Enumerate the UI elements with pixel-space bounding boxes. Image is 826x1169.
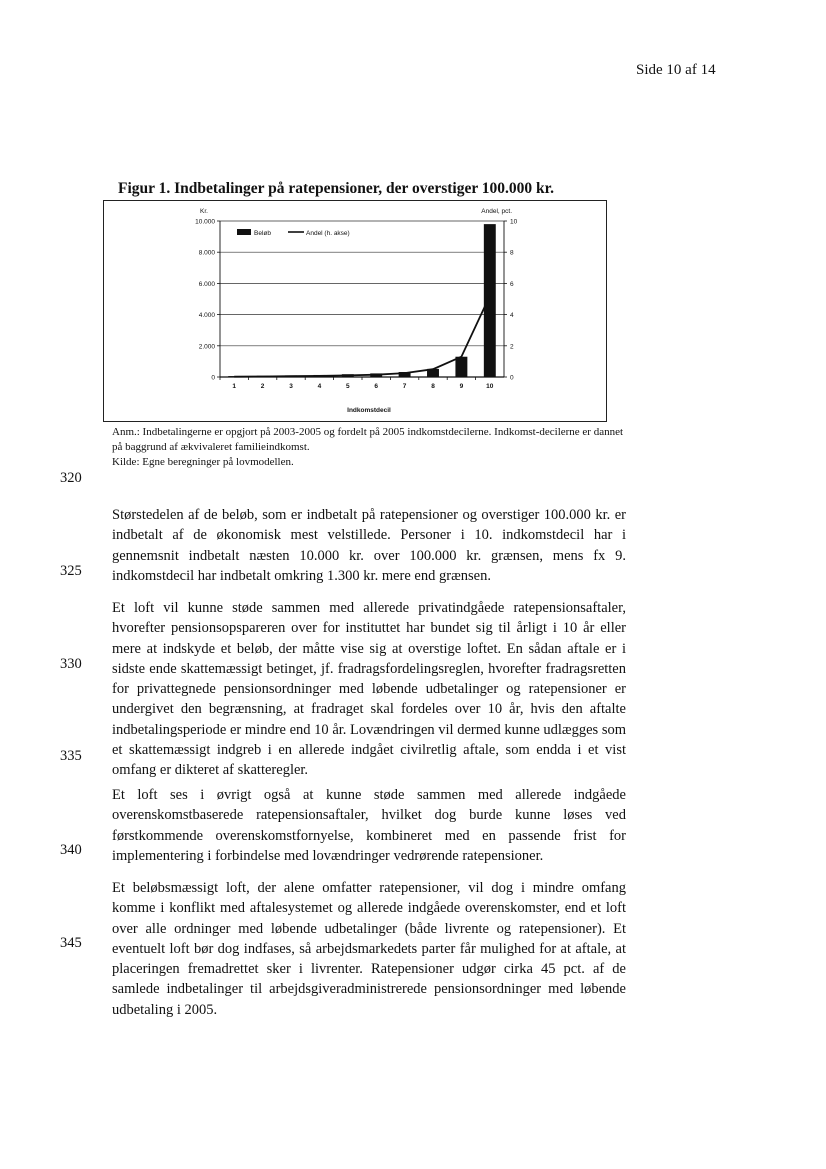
y2-tick-label: 0 (510, 374, 514, 382)
y2-tick-label: 6 (510, 280, 514, 288)
figure-frame (103, 200, 607, 422)
y-tick-label: 8.000 (198, 249, 215, 257)
chart (104, 201, 608, 423)
x-tick-label: 7 (402, 383, 407, 390)
y-tick-label: 0 (211, 374, 215, 382)
legend-line-label: Andel (h. akse) (306, 230, 350, 237)
figure-notes (112, 425, 632, 470)
bar (484, 224, 496, 377)
paragraph: Et loft ses i øvrigt også at kunne støde sammen med allerede indgåede overenskomstbaserede ratepensionsaftaler, hvilket dog burde kunne løses ved førstkommende overenskomstfornyelse, kombineret med en passende frist for implementering i forbindelse med lovændringer vedrørende ratepensioner. (112, 787, 626, 864)
x-tick-label: 3 (289, 383, 293, 390)
x-tick-label: 2 (260, 383, 265, 390)
share-line (234, 296, 490, 377)
x-tick-label: 4 (317, 383, 322, 390)
x-tick-label: 6 (374, 383, 379, 390)
y2-tick-label: 2 (510, 343, 514, 351)
y2-tick-label: 4 (510, 312, 514, 320)
line-number: 340 (60, 842, 82, 858)
y-tick-label: 4.000 (198, 312, 215, 320)
paragraph: Et beløbsmæssigt loft, der alene omfatter ratepensioner, vil dog i mindre omfang komme i konflikt med aftalesystemet og allerede indgåede overenskomster, end et loft over alle ordninger med løbende udbetalinger (både livrente og ratepensioner). Et eventuelt loft bør dog indfases, så arbejdsmarkedets parter får mulighed for at aftale, at placeringen fremadrettet sker i livrenter. Ratepensioner udgør cirka 45 pct. af de samlede indbetalinger til arbejdsgiveradministrerede pensionsordninger med løbende udbetaling i 2005. (112, 880, 626, 1018)
x-tick-label: 5 (345, 383, 350, 390)
y-tick-label: 10.000 (195, 218, 215, 226)
y-tick-label: 6.000 (198, 280, 215, 288)
y-axis-label: Kr. (200, 208, 208, 215)
x-tick-label: 10 (486, 383, 494, 390)
bar (455, 357, 467, 377)
line-number: 325 (60, 563, 82, 579)
line-number: 335 (60, 748, 82, 764)
line-number: 320 (60, 470, 82, 486)
x-tick-label: 1 (232, 383, 237, 390)
y-tick-label: 2.000 (198, 343, 215, 351)
x-tick-label: 9 (459, 383, 464, 390)
legend (237, 229, 350, 237)
paragraph: Størstedelen af de beløb, som er indbetalt på ratepensioner og overstiger 100.000 kr. er indbetalt af de økonomisk mest velstillede. Personer i 10. indkomstdecil har i gennemsnit indbetalt næsten 10.000 kr. over 100.000 kr. grænsen, mens fx 9. indkomstdecil har indbetalt omkring 1.300 kr. mere end grænsen. (112, 507, 626, 584)
y2-axis-label: Andel, pct. (481, 208, 512, 215)
y2-tick-label: 10 (510, 218, 518, 226)
figure-note-source: Kilde: Egne beregninger på lovmodellen. (112, 456, 294, 468)
paragraph: Et loft vil kunne støde sammen med allerede privatindgåede ratepensionsaftaler, hvorefter pensionsopspareren over for instituttet har bundet sig til årligt i 10 år eller mere at indskyde et beløb, der måtte vise sig at overstige loftet. En sådan aftale er i sidste ende skattemæssigt betinget, jf. fradragsfordelingsreglen, hvorefter fradragsretten for privattegnede pensionsordninger med løbende udbetalinger og ratepensioner er undergivet den begrænsning, at fradraget skal fordeles over 10 år, hvis den aftalte indbetalingsperiode er mindre end 10 år. Lovændringen vil dermed kunne udlægges som et skattemæssigt indgreb i en allerede indgået civilretlig aftale, som endda i et vist omfang er dikteret af skatteregler. (112, 600, 626, 779)
line-number: 345 (60, 935, 82, 951)
line-number: 330 (60, 656, 82, 672)
x-tick-label: 8 (431, 383, 435, 390)
page-number: Side 10 af 14 (636, 62, 716, 78)
x-axis-label: Indkomstdecil (347, 407, 391, 414)
legend-bar-label: Beløb (254, 230, 271, 237)
figure-note-anm: Anm.: Indbetalingerne er opgjort på 2003-2005 og fordelt på 2005 indkomstdecilerne. Indkomst-decilerne er dannet på baggrund af ækvivaleret familieindkomst. (112, 426, 624, 453)
y2-tick-label: 8 (510, 249, 514, 257)
figure-title: Figur 1. Indbetalinger på ratepensioner, der overstiger 100.000 kr. (118, 180, 555, 197)
legend-bar-swatch (237, 229, 251, 235)
